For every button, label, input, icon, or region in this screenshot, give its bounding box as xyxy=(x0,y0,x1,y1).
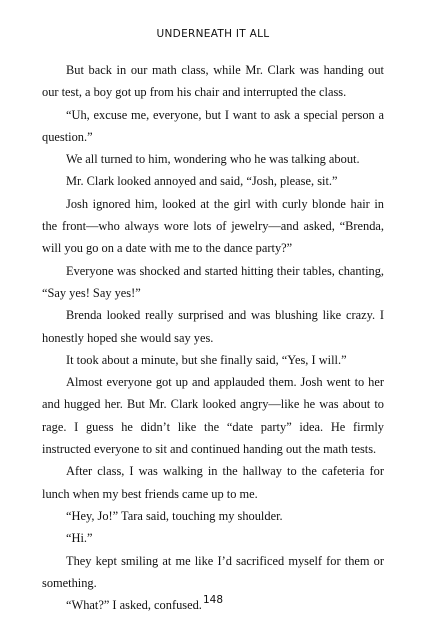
running-header: UNDERNEATH IT ALL xyxy=(156,28,270,40)
paragraph: “What?” I asked, confused. xyxy=(66,598,202,613)
paragraph: Josh ignored him, looked at the girl with curly blonde hair in the front—who always wore lots of jewelry—and asked, “Brenda, will you go on a date with me to the dance party?” xyxy=(42,196,384,256)
paragraph: “Uh, excuse me, everyone, but I want to ask a special person a question.” xyxy=(42,107,384,144)
paragraph: We all turned to him, wondering who he was talking about. xyxy=(66,152,360,167)
paragraph: “Hey, Jo!” Tara said, touching my shoulder. xyxy=(66,508,283,523)
paragraph: “Hi.” xyxy=(66,531,93,546)
page-number: 148 xyxy=(202,594,224,606)
paragraph: After class, I was walking in the hallway to the cafeteria for lunch when my best friends came up to me. xyxy=(42,464,384,501)
paragraph: Everyone was shocked and started hitting their tables, chanting, “Say yes! Say yes!” xyxy=(42,263,384,300)
paragraph: Mr. Clark looked annoyed and said, “Josh, please, sit.” xyxy=(66,174,338,189)
paragraph: It took about a minute, but she finally said, “Yes, I will.” xyxy=(66,352,347,367)
paragraph: Almost everyone got up and applauded them. Josh went to her and hugged her. But Mr. Clark looked angry—like he was about to rage. I guess he didn’t like the “date party” idea. He firmly instructed everyone to sit and continued handing out the math tests. xyxy=(42,375,384,457)
paragraph: Brenda looked really surprised and was blushing like crazy. I honestly hoped she would say yes. xyxy=(42,308,384,345)
paragraph: They kept smiling at me like I’d sacrificed myself for them or something. xyxy=(42,553,384,590)
page-body xyxy=(42,59,384,616)
paragraph: But back in our math class, while Mr. Clark was handing out our test, a boy got up from his chair and interrupted the class. xyxy=(42,63,384,100)
